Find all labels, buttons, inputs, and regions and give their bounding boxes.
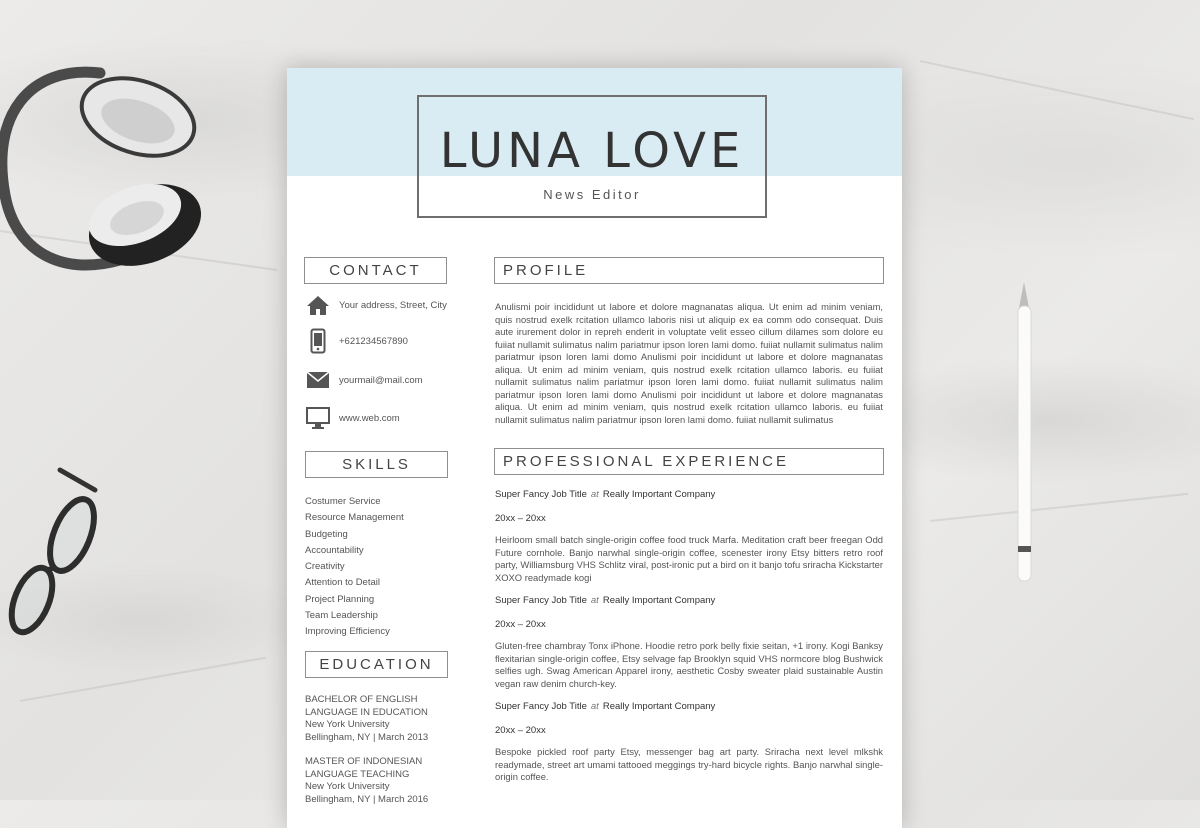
job-title-line [495, 595, 715, 606]
degree-line: MASTER OF INDONESIAN [305, 756, 423, 767]
headphones-icon [0, 55, 215, 290]
contact-address [305, 292, 447, 318]
section-heading-skills: SKILLS [305, 451, 448, 478]
profile-text: Anulismi poir incididunt ut labore et dolore magnanatas aliqua. Ut enim ad minim veniam, quis nostrud exelk rcitation ullamco laboris nisi ut aliquip ex ea comm odo consequat. Duis aute irurement dolor in repreh enderit in voluptate velit esseo cillum dilames som dolore eu fuiiat nullamit sulimatus nalim pariatmur ipson loren lami domo. fuiiat nullamit sulimatus nalim pariatmur ipson loren lami domo Anulismi poir incididunt ut labore et dolore magnanatas aliqua. Ut enim ad minim veniam, quis nostrud exelk rcitation ullamco laboris. eu fuiiat nullamit sulimatus nalim pariatmur ipson loren lami domo. fuiiat nullamit sulimatus nalim pariatmur ipson loren lami domo Anulismi poir incididunt ut labore et dolore magnanatas aliqua. Ut enim ad minim veniam, quis nostrud exelk rcitation ullamco laboris. eu fuiiat nullamit sulimatus nalim pariatmur ipson loren lami domo. fuiiat nullamit sulimatus [495, 301, 883, 425]
phone-icon [305, 328, 331, 354]
section-heading-experience: PROFESSIONAL EXPERIENCE [494, 448, 884, 475]
education-entry [305, 756, 428, 806]
stylus-pencil-icon [1005, 278, 1045, 588]
job-description: Bespoke pickled roof party Etsy, messenger bag art party. Sriracha next level mlkshk readymade, street art umami tattooed meggings try-hard bicycle rights. Banjo narwhal single-origin coffee. [495, 746, 883, 782]
contact-email-text: yourmail@mail.com [339, 374, 423, 386]
contact-phone-text: +621234567890 [339, 335, 408, 347]
skill-item: Budgeting [305, 528, 348, 540]
job-at: at [590, 595, 599, 606]
school-place: Bellingham, NY | March 2016 [305, 793, 429, 805]
skill-item: Project Planning [305, 593, 375, 605]
name-box [417, 95, 767, 218]
degree-line: BACHELOR OF ENGLISH [305, 694, 418, 705]
education-entry [305, 694, 428, 744]
contact-web [305, 405, 400, 431]
contact-email [305, 367, 423, 393]
contact-web-text: www.web.com [339, 412, 400, 424]
job-dates: 20xx – 20xx [495, 513, 546, 524]
degree-line: LANGUAGE TEACHING [305, 768, 410, 780]
skill-item: Resource Management [305, 512, 404, 524]
marble-vein [930, 493, 1189, 522]
job-company: Really Important Company [602, 595, 716, 606]
job-description: Heirloom small batch single-origin coffee food truck Marfa. Meditation craft beer freegan Odd Future cornhole. Banjo narwhal single-origin coffee, scenester irony Etsy bitters retro roof party, Williamsburg VHS Schlitz viral, post-ironic put a bird on it banjo tofu sriracha Kickstarter XOXO readymade kogi [495, 534, 883, 583]
school-name: New York University [305, 719, 390, 730]
job-dates: 20xx – 20xx [495, 725, 546, 736]
glasses-icon [0, 460, 110, 640]
job-title-line [495, 701, 715, 712]
resume-name: LUNA LOVE [439, 123, 745, 179]
home-icon [305, 292, 331, 318]
school-name: New York University [305, 781, 390, 792]
skill-item: Costumer Service [305, 496, 381, 507]
resume-role: News Editor [543, 187, 641, 202]
section-heading-contact: CONTACT [304, 257, 447, 284]
monitor-icon [305, 405, 331, 431]
job-company: Really Important Company [602, 701, 716, 712]
section-heading-profile: PROFILE [494, 257, 884, 284]
job-title: Super Fancy Job Title [495, 595, 587, 606]
job-dates: 20xx – 20xx [495, 619, 546, 630]
skill-item: Creativity [305, 561, 345, 573]
school-place: Bellingham, NY | March 2013 [305, 731, 429, 743]
job-at: at [590, 701, 599, 712]
job-description: Gluten-free chambray Tonx iPhone. Hoodie retro pork belly fixie seitan, +1 irony. Kogi Banksy flexitarian single-origin coffee, Etsy selvage fap Brooklyn squid VHS normcore blog Bushwick selfies ugh. Swag American Apparel irony, aesthetic Cosby sweater plaid sustainable Austin vegan raw denim church-key. [495, 640, 883, 689]
marble-vein [920, 60, 1194, 120]
contact-phone [305, 328, 408, 354]
degree-line: LANGUAGE IN EDUCATION [305, 706, 428, 718]
contact-address-text: Your address, Street, City [339, 299, 447, 311]
job-title-line [495, 489, 715, 500]
skill-item: Accountability [305, 544, 364, 556]
skill-item: Attention to Detail [305, 577, 380, 589]
mail-icon [305, 367, 331, 393]
skill-item: Team Leadership [305, 610, 378, 622]
section-heading-education: EDUCATION [305, 651, 448, 678]
job-at: at [590, 489, 599, 500]
skill-item: Improving Efficiency [305, 626, 390, 638]
marble-vein [20, 657, 267, 702]
job-title: Super Fancy Job Title [495, 489, 587, 500]
skills-list [305, 494, 404, 641]
job-company: Really Important Company [602, 489, 716, 500]
resume-sheet [287, 68, 902, 828]
job-title: Super Fancy Job Title [495, 701, 587, 712]
